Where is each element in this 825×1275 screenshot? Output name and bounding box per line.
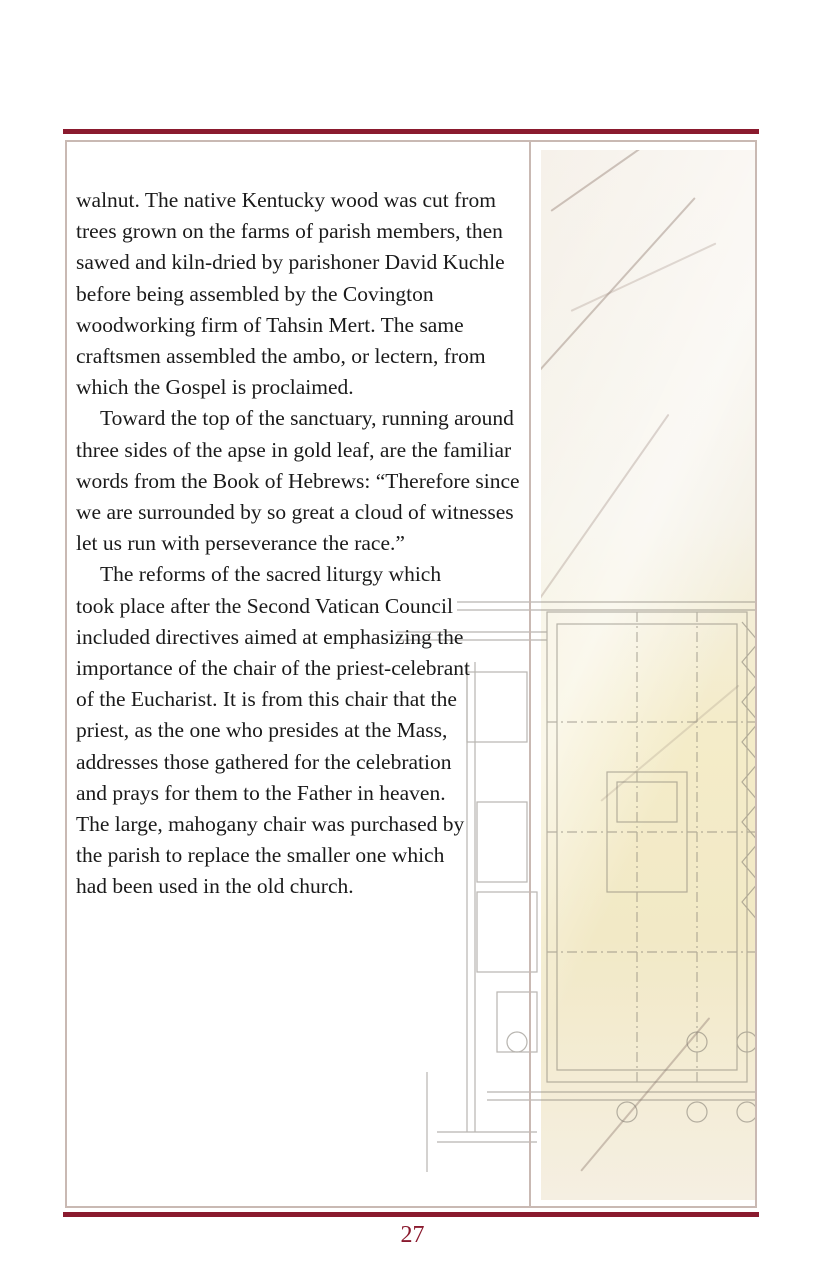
body-text: [76, 185, 526, 903]
paragraph-2: Toward the top of the sanctuary, running around three sides of the apse in gold leaf, are the familiar words from the Book of Hebrews: “Therefore since we are surrounded by so great a cloud of witnesses let us run with perseverance the race.”: [76, 406, 520, 556]
bottom-rule: [63, 1212, 759, 1217]
top-rule: [63, 129, 759, 134]
paragraph-1: walnut. The native Kentucky wood was cut from trees grown on the farms of parish members, then sawed and kiln-dried by parishoner David Kuchle before being assembled by the Covington woodworking firm of Tahsin Mert. The same craftsmen assembled the ambo, or lectern, from which the Gospel is proclaimed.: [76, 188, 505, 400]
paragraph-3: The reforms of the sacred liturgy which took place after the Second Vatican Council included directives aimed at emphasizing the importance of the chair of the priest-celebrant of the Eucharist. It is from this chair that the priest, as the one who presides at the Mass, addresses those gathered for the celebration and prays for them to the Father in heaven. The large, mahogany chair was purchased by the parish to replace the smaller one which had been used in the old church.: [76, 562, 470, 899]
page-frame: [65, 140, 757, 1208]
page-number: 27: [400, 1222, 425, 1248]
column-divider: [529, 142, 531, 1206]
